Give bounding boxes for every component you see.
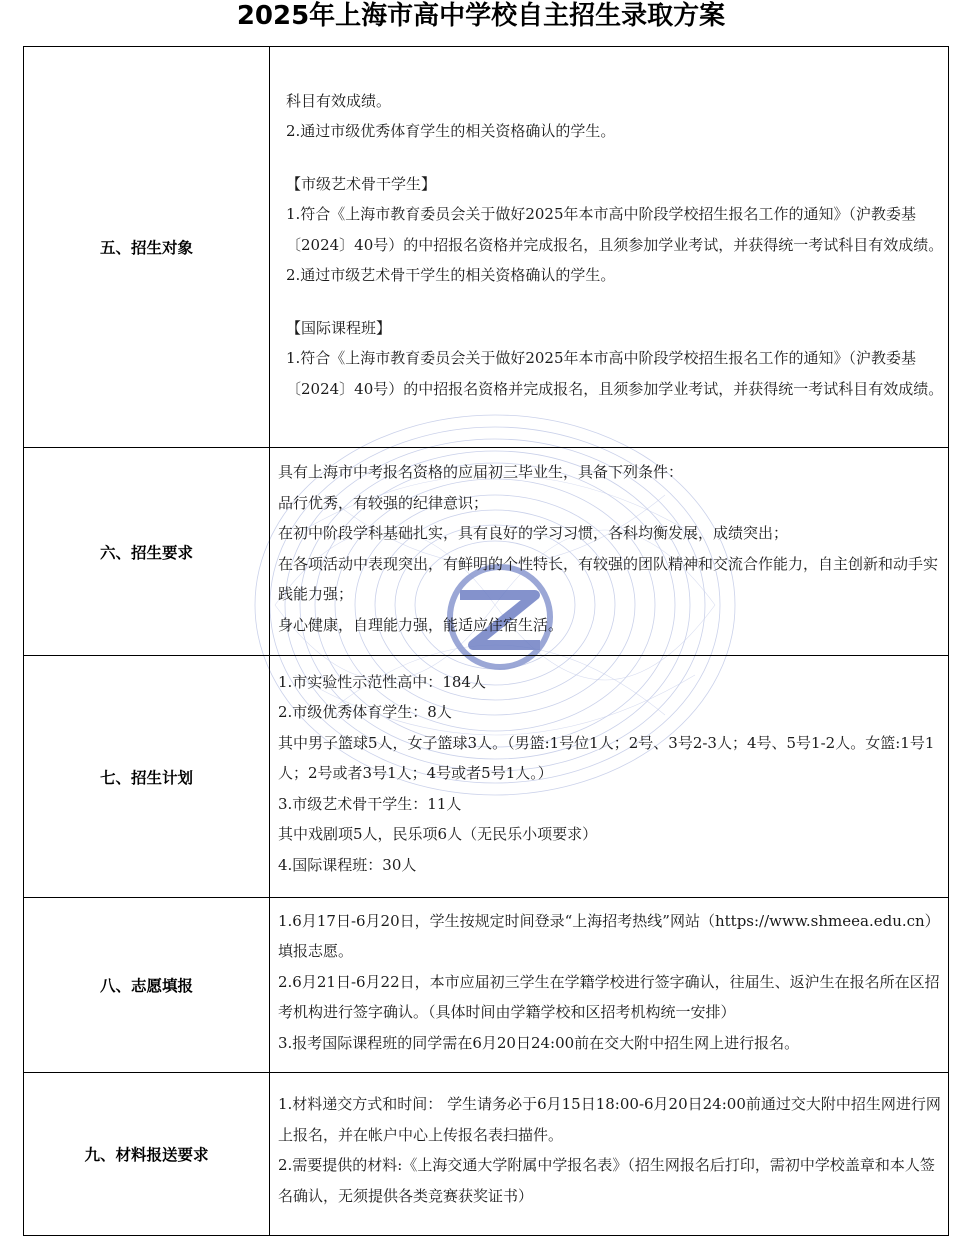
content-line: 在初中阶段学科基础扎实，具有良好的学习习惯，各科均衡发展，成绩突出； (278, 524, 789, 542)
content-line: 1.市实验性示范性高中：184人 (278, 672, 486, 691)
content-line: 具有上海市中考报名资格的应届初三毕业生，具备下列条件： (278, 463, 684, 481)
content-line: 2.通过市级艺术骨干学生的相关资格确认的学生。 (286, 266, 616, 285)
admission-plan-table (23, 46, 949, 1236)
section-label: 五、招生对象 (24, 47, 270, 448)
section-content (270, 1073, 949, 1236)
content-line: 3.报考国际课程班的同学需在6月20日24:00前在交大附中招生网上进行报名。 (278, 1033, 800, 1052)
content-line: 1.符合《上海市教育委员会关于做好2025年本市高中阶段学校招生报名工作的通知》（沪教委基〔2024〕40号）的中招报名资格并完成报名，且须参加学业考试，并获得统一考试科目有效成绩。 (286, 205, 944, 254)
paragraph-gap (286, 291, 944, 313)
content-line: 1.符合《上海市教育委员会关于做好2025年本市高中阶段学校招生报名工作的通知》（沪教委基〔2024〕40号）的中招报名资格并完成报名，且须参加学业考试，并获得统一考试科目有效成绩。 (286, 349, 944, 398)
content-line: 2.需要提供的材料:《上海交通大学附属中学报名表》（招生网报名后打印，需初中学校盖章和本人签名确认，无须提供各类竞赛获奖证书） (278, 1156, 935, 1205)
page-title: 2025年上海市高中学校自主招生录取方案 (236, 1, 726, 31)
content-line: 4.国际课程班：30人 (278, 855, 417, 874)
section-label: 七、招生计划 (24, 656, 270, 898)
content-line: 在各项活动中表现突出，有鲜明的个性特长，有较强的团队精神和交流合作能力，自主创新和动手实践能力强； (278, 554, 939, 603)
section-content (270, 656, 949, 898)
section-row (24, 448, 949, 656)
paragraph-gap (286, 147, 944, 169)
content-line: 其中戏剧项5人，民乐项6人（无民乐小项要求） (278, 825, 598, 844)
section-row (24, 898, 949, 1073)
section-row (24, 656, 949, 898)
section-row (24, 1073, 949, 1236)
content-line: 其中男子篮球5人，女子篮球3人。（男篮:1号位1人；2号、3号2-3人；4号、5号1-2人。女篮:1号1人；2号或者3号1人；4号或者5号1人。） (278, 733, 935, 783)
content-line: 2.6月21日-6月22日，本市应届初三学生在学籍学校进行签字确认，往届生、返沪生在报名所在区招考机构进行签字确认。（具体时间由学籍学校和区招考机构统一安排） (278, 972, 940, 1022)
content-line: 3.市级艺术骨干学生：11人 (278, 794, 462, 813)
content-line: 2.市级优秀体育学生：8人 (278, 703, 452, 722)
content-line: 1.材料递交方式和时间： 学生请务必于6月15日18:00-6月20日24:00前通过交大附中招生网进行网上报名，并在帐户中心上传报名表扫描件。 (278, 1095, 941, 1144)
content-line: 品行优秀，有较强的纪律意识； (278, 493, 489, 512)
content-line: 1.6月17日-6月20日，学生按规定时间登录“上海招考热线”网站（https://www.shmeea.edu.cn）填报志愿。 (278, 911, 940, 961)
content-line: 2.通过市级优秀体育学生的相关资格确认的学生。 (286, 122, 616, 141)
section-row (24, 47, 949, 448)
subsection-heading: 【市级艺术骨干学生】 (286, 174, 437, 193)
content-line: 身心健康，自理能力强，能适应住宿生活。 (278, 615, 564, 634)
section-label: 八、志愿填报 (24, 898, 270, 1073)
subsection-heading: 【国际课程班】 (286, 318, 392, 337)
section-label: 六、招生要求 (24, 448, 270, 656)
section-label: 九、材料报送要求 (24, 1073, 270, 1236)
content-line: 科目有效成绩。 (286, 91, 392, 110)
section-content (270, 898, 949, 1073)
section-content (270, 448, 949, 656)
section-content (270, 47, 949, 448)
